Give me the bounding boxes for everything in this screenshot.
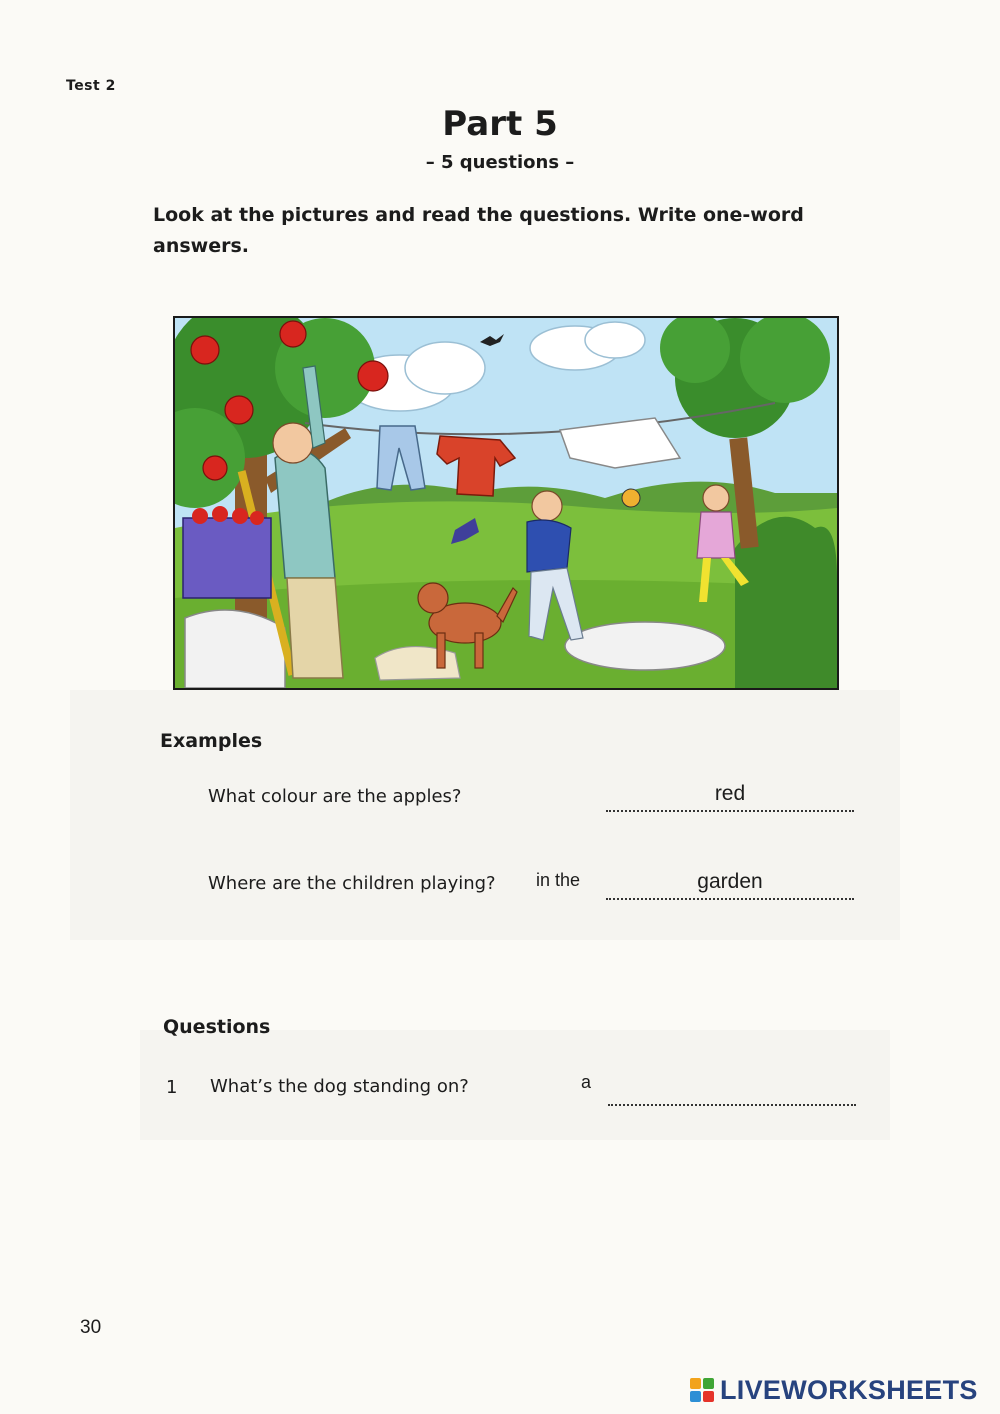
part-title: Part 5: [442, 104, 558, 144]
test-label: Test 2: [66, 78, 116, 94]
liveworksheets-logo[interactable]: [690, 1373, 978, 1407]
bleed-through: [70, 690, 900, 940]
example-2-answer: garden: [606, 868, 854, 900]
question-1-prefix: a: [581, 1072, 592, 1092]
question-1-text: What’s the dog standing on?: [210, 1076, 469, 1097]
garden-illustration: [173, 316, 839, 690]
ball: [622, 489, 640, 507]
example-1-question: What colour are the apples?: [208, 786, 462, 807]
example-1-answer: red: [606, 780, 854, 812]
example-2-question: Where are the children playing?: [208, 873, 496, 894]
page-number: 30: [80, 1317, 102, 1338]
question-1-answer-input[interactable]: [608, 1074, 856, 1106]
example-2-prefix: in the: [536, 870, 581, 890]
questions-title: Questions: [163, 1016, 271, 1038]
question-1-number: 1: [166, 1077, 178, 1098]
instructions: Look at the pictures and read the questions. Write one-word answers.: [153, 204, 804, 257]
examples-title: Examples: [160, 730, 263, 752]
part-subtitle: – 5 questions –: [425, 152, 575, 173]
brand-text: LIVEWORKSHEETS: [720, 1374, 978, 1405]
shopping-bag: [183, 518, 271, 598]
liveworksheets-icon: [690, 1378, 714, 1402]
garden-scene: [175, 318, 837, 688]
